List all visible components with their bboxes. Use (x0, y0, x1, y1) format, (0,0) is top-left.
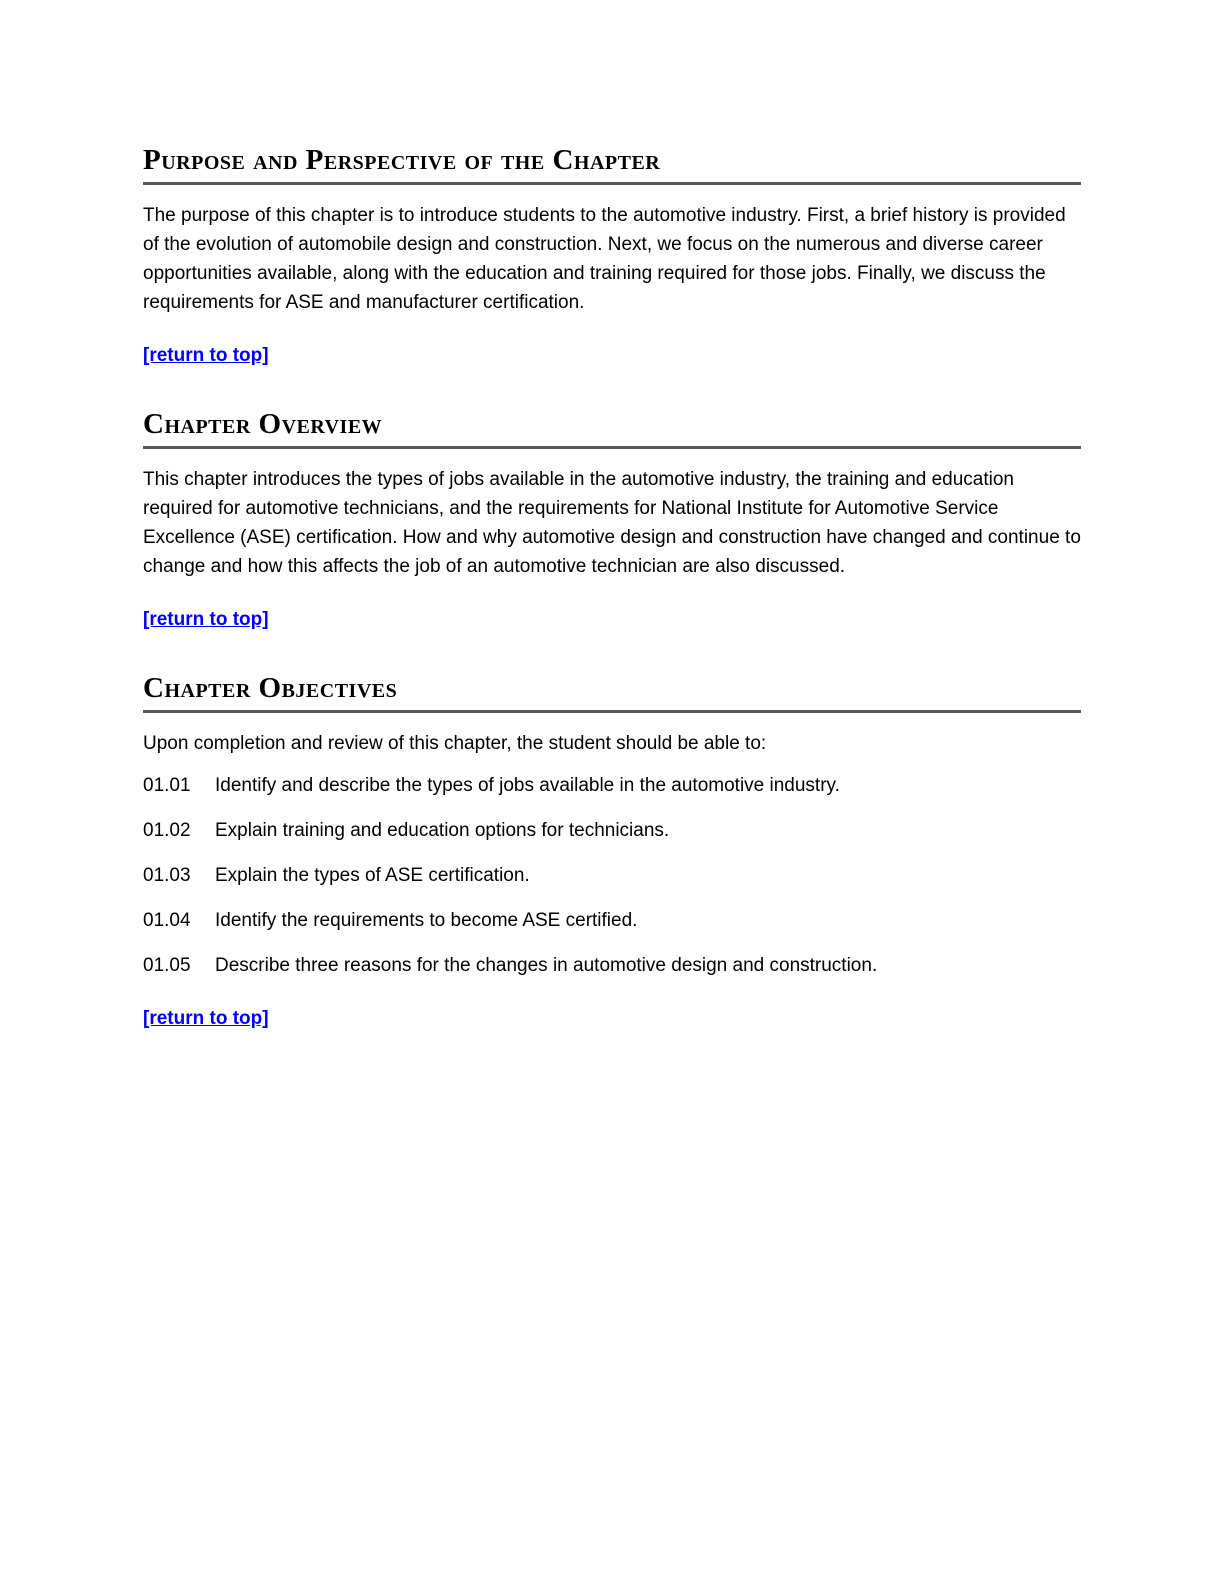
objective-text: Describe three reasons for the changes in automotive design and construction. (215, 955, 878, 976)
objectives-intro: Upon completion and review of this chapter, the student should be able to: (143, 733, 767, 754)
objective-text: Explain training and education options for technicians. (215, 820, 670, 841)
overview-paragraph: This chapter introduces the types of jobs available in the automotive industry, the training and education required for automotive technicians, and the requirements for National Institute for Automotive Service Excellence (ASE) certification. How and why automotive design and construction have changed and continue to change and how this affects the job of an automotive technician are also discussed. (143, 469, 1081, 577)
objective-row (143, 951, 1081, 980)
objective-row (143, 906, 1081, 935)
link-block (143, 1004, 1081, 1033)
link-block (143, 605, 1081, 634)
objective-row (143, 816, 1081, 845)
heading-rule (143, 710, 1081, 713)
return-to-top-link[interactable]: [return to top] (143, 609, 269, 630)
link-block (143, 341, 1081, 370)
objective-text: Explain the types of ASE certification. (215, 865, 530, 886)
return-to-top-link[interactable]: [return to top] (143, 345, 269, 366)
heading-rule (143, 182, 1081, 185)
objective-code: 01.05 (143, 955, 191, 976)
section-title-objectives: Chapter Objectives (143, 672, 398, 704)
objective-code: 01.03 (143, 865, 191, 886)
objective-code: 01.02 (143, 820, 191, 841)
objective-text: Identify and describe the types of jobs available in the automotive industry. (215, 775, 840, 796)
objective-code: 01.01 (143, 775, 191, 796)
objective-row (143, 861, 1081, 890)
section-overview (143, 406, 1081, 634)
section-purpose (143, 142, 1081, 370)
objective-row (143, 771, 1081, 800)
purpose-paragraph: The purpose of this chapter is to introduce students to the automotive industry. First, a brief history is provided of the evolution of automobile design and construction. Next, we focus on the numerous and diverse career opportunities available, along with the education and training required for those jobs. Finally, we discuss the requirements for ASE and manufacturer certification. (143, 205, 1066, 313)
section-objectives (143, 670, 1081, 1033)
heading-rule (143, 446, 1081, 449)
objective-code: 01.04 (143, 910, 191, 931)
section-title-purpose: Purpose and Perspective of the Chapter (143, 144, 661, 176)
return-to-top-link[interactable]: [return to top] (143, 1008, 269, 1029)
section-title-overview: Chapter Overview (143, 408, 383, 440)
objective-text: Identify the requirements to become ASE certified. (215, 910, 638, 931)
